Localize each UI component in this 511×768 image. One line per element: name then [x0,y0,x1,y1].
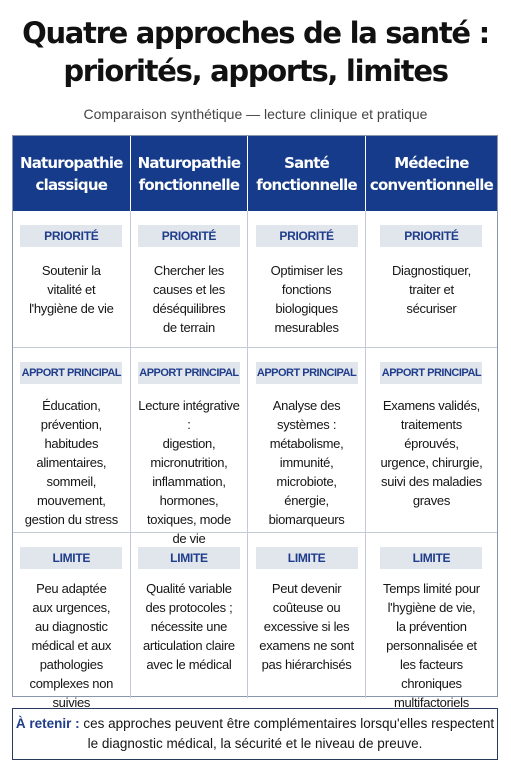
priority-cell [13,211,131,348]
contribution-text: Analyse des systèmes : métabolisme, immunité, microbiote, énergie, biomarqueurs [268,398,345,527]
limit-label: LIMITE [256,547,358,569]
key-takeaway-box [12,708,498,760]
priority-text: Diagnostiquer, traiter et sécuriser [391,263,471,316]
key-takeaway-label: À retenir : [15,716,80,731]
limit-label: LIMITE [380,547,482,569]
contribution-text: Examens validés, traitements éprouvés, urgence, chirurgie, suivi des maladies graves [380,398,483,508]
priority-label: PRIORITÉ [138,225,240,247]
priority-cell [131,211,249,348]
limit-label: LIMITE [20,547,122,569]
priority-label: PRIORITÉ [256,225,358,247]
column-header-naturopathie-classique: Naturopathie classique [13,136,131,211]
page-subtitle: Comparaison synthétique — lecture clinique et pratique [83,106,428,122]
limit-text: Temps limité pour l'hygiène de vie, la prévention personnalisée et les facteurs chroniques multifactoriels [383,581,480,710]
contribution-cell [13,348,131,533]
limit-label: LIMITE [138,547,240,569]
comparison-table [12,135,498,710]
key-takeaway-text: ces approches peuvent être complémentaires lorsqu'elles respectent le diagnostic médical, la sécurité et le niveau de preuve. [79,716,495,751]
column-header-naturopathie-fonctionnelle: Naturopathie fonctionnelle [131,136,249,211]
contribution-text: Éducation, prévention, habitudes alimentaires, sommeil, mouvement, gestion du stress [24,398,118,527]
priority-text: Chercher les causes et les déséquilibres de terrain [152,263,226,335]
limit-text: Qualité variable des protocoles ; nécessite une articulation claire avec le médical [143,581,235,672]
limit-text: Peu adaptée aux urgences, au diagnostic médical et aux pathologies complexes non suivies [29,581,114,710]
limit-cell [13,533,131,710]
contribution-text: Lecture intégrative : digestion, micronutrition, inflammation, hormones, toxiques, mode de vie [138,398,240,546]
title-line-2: priorités, apports, limites [63,54,448,88]
contribution-cell [248,348,366,533]
limit-cell [131,533,249,698]
page-title [0,14,511,90]
contribution-label: APPORT PRINCIPAL [380,362,482,384]
contribution-label: APPORT PRINCIPAL [20,362,122,384]
limit-text: Peut devenir coûteuse ou excessive si les examens ne sont pas hiérarchisés [259,581,354,672]
column-header-sante-fonctionnelle: Santé fonctionnelle [248,136,366,211]
contribution-label: APPORT PRINCIPAL [256,362,358,384]
column-header-medecine-conventionnelle: Médecine conventionnelle [366,136,497,211]
priority-label: PRIORITÉ [20,225,122,247]
contribution-cell [131,348,249,546]
limit-cell [248,533,366,698]
limit-cell [366,533,497,710]
priority-cell [248,211,366,348]
title-line-1: Quatre approches de la santé : [22,16,489,50]
priority-text: Soutenir la vitalité et l'hygiène de vie [29,263,114,316]
priority-cell [366,211,497,348]
priority-text: Optimiser les fonctions biologiques mesurables [270,263,343,335]
contribution-cell [366,348,497,533]
priority-label: PRIORITÉ [380,225,482,247]
contribution-label: APPORT PRINCIPAL [138,362,240,384]
